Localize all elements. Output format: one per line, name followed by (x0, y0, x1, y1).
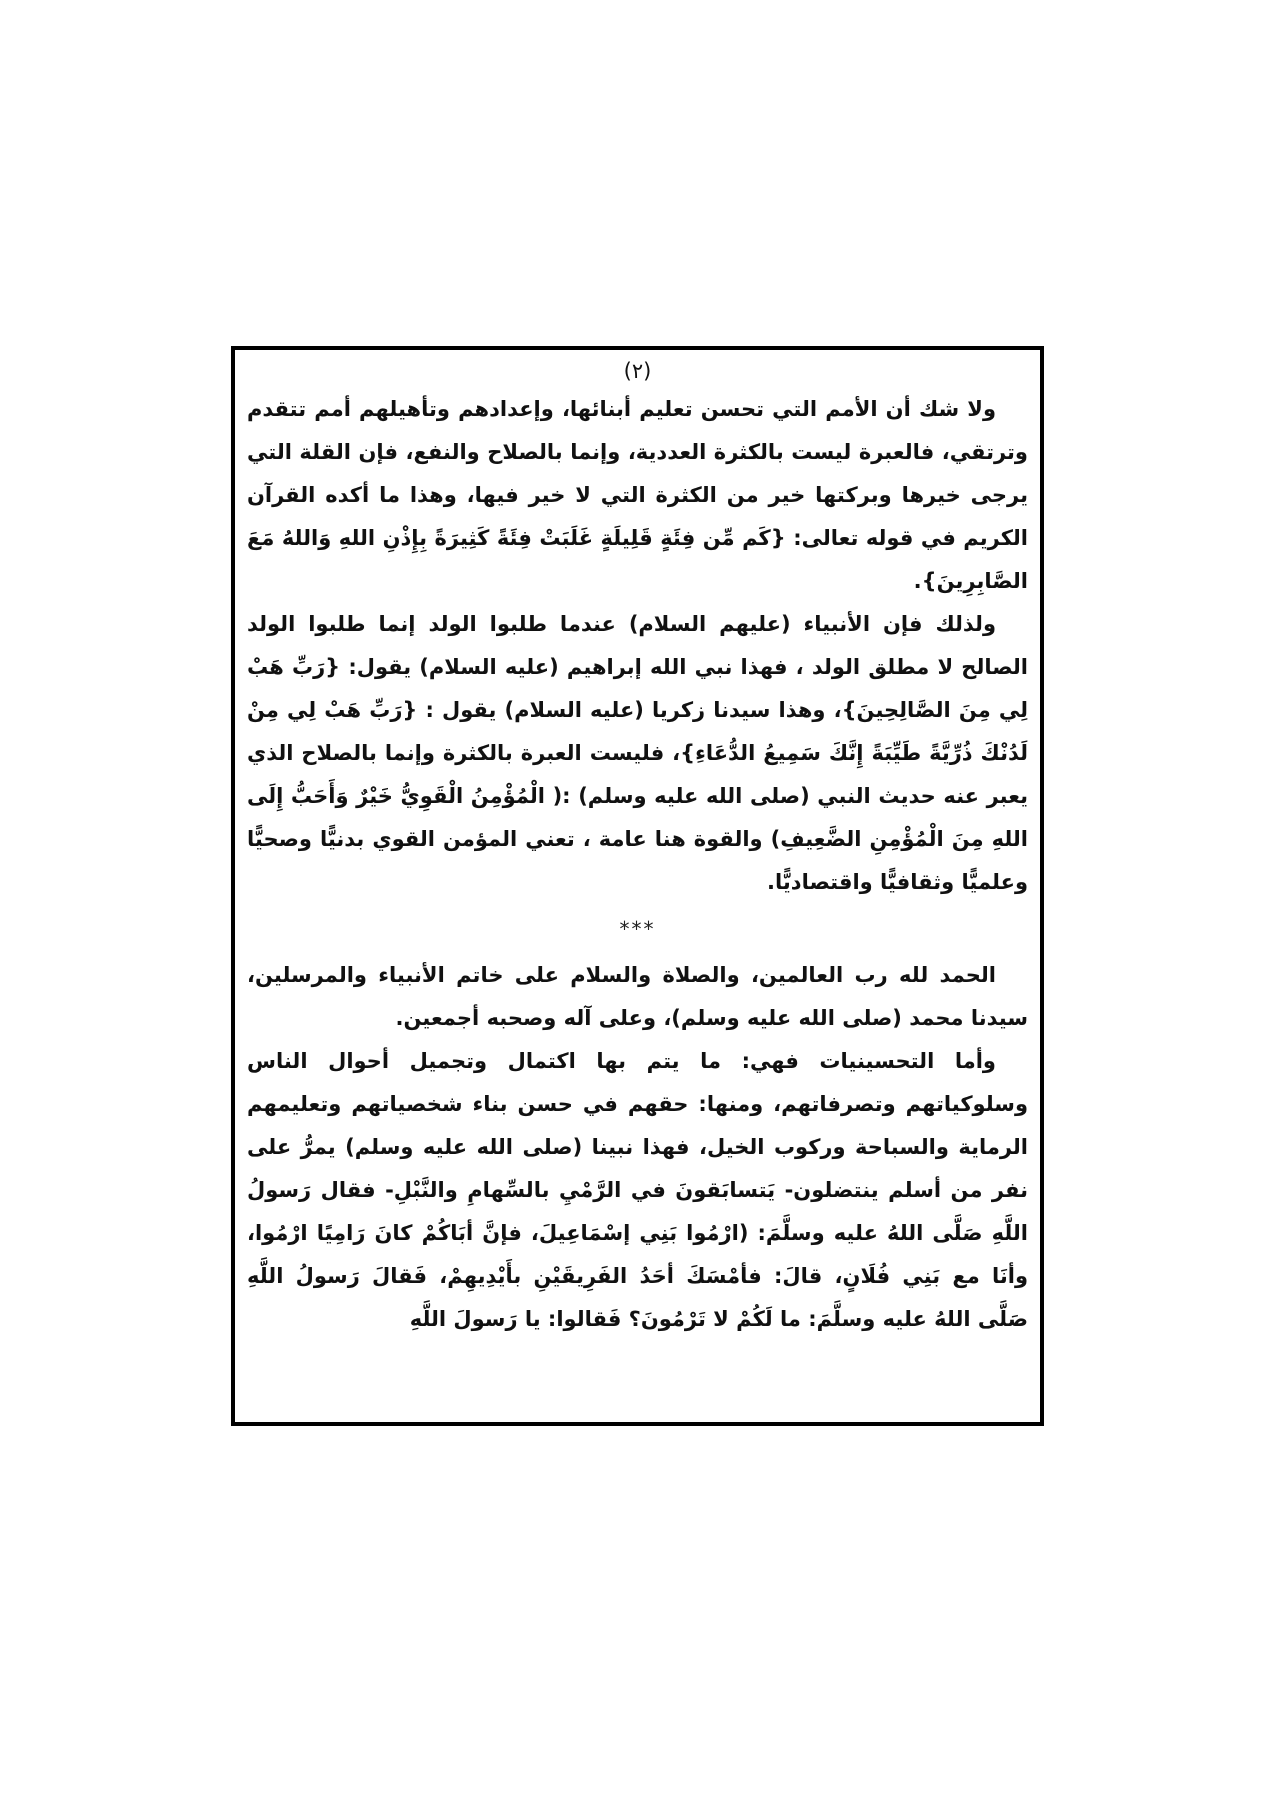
paragraph-opening-praise: الحمد لله رب العالمين، والصلاة والسلام على خاتم الأنبياء والمرسلين، سيدنا محمد (صلى الله عليه وسلم)، وعلى آله وصحبه أجمعين. (247, 963, 1028, 1030)
paragraph-prophets-righteous-child: ولذلك فإن الأنبياء (عليهم السلام) عندما طلبوا الولد إنما طلبوا الولد الصالح لا مطلق الولد ، فهذا نبي الله إبراهيم (عليه السلام) يقول: {رَبِّ هَبْ لِي مِنَ الصَّالِحِينَ}، وهذا سيدنا زكريا (عليه السلام) يقول : {رَبِّ هَبْ لِي مِنْ لَدُنْكَ ذُرِّيَّةً طَيِّبَةً إِنَّكَ سَمِيعُ الدُّعَاءِ}، فليست العبرة بالكثرة وإنما بالصلاح الذي يعبر عنه حديث النبي (صلى الله عليه وسلم) :( الْمُؤْمِنُ الْقَوِيُّ خَيْرٌ وَأَحَبُّ إِلَى اللهِ مِنَ الْمُؤْمِنِ الضَّعِيفِ) والقوة هنا عامة ، تعني المؤمن القوي بدنيًّا وصحيًّا وعلميًّا وثقافيًّا واقتصاديًّا. (247, 612, 1028, 894)
paragraph-nations-education: ولا شك أن الأمم التي تحسن تعليم أبنائها، وإعدادهم وتأهيلهم أمم تتقدم وترتقي، فالعبرة ليست بالكثرة العددية، وإنما بالصلاح والنفع، فإن القلة التي يرجى خيرها وبركتها خير من الكثرة التي لا خير فيها، وهذا ما أكده القرآن الكريم في قوله تعالى: {كَم مِّن فِئَةٍ قَلِيلَةٍ غَلَبَتْ فِئَةً كَثِيرَةً بِإِذْنِ اللهِ وَاللهُ مَعَ الصَّابِرِينَ}. (247, 397, 1028, 593)
page-number: (٢) (623, 359, 652, 383)
page-border-frame (231, 346, 1044, 1426)
section-separator: *** (619, 917, 656, 941)
paragraph-tahsiniyat: وأما التحسينيات فهي: ما يتم بها اكتمال وتجميل أحوال الناس وسلوكياتهم وتصرفاتهم، ومنها: حقهم في حسن بناء شخصياتهم وتعليمهم الرماية والسباحة وركوب الخيل، فهذا نبينا (صلى الله عليه وسلم) يمرُّ على نفر من أسلم ينتضلون- يَتسابَقونَ في الرَّمْيِ بالسِّهامِ والنَّبْلِ- فقال رَسولُ اللَّهِ صَلَّى اللهُ عليه وسلَّمَ: (ارْمُوا بَنِي إسْمَاعِيلَ، فإنَّ أبَاكُمْ كانَ رَامِيًا ارْمُوا، وأنَا مع بَنِي فُلَانٍ، قالَ: فأمْسَكَ أحَدُ الفَرِيقَيْنِ بأَيْدِيهِمْ، فَقالَ رَسولُ اللَّهِ صَلَّى اللهُ عليه وسلَّمَ: ما لَكُمْ لا تَرْمُونَ؟ فَقالوا: يا رَسولَ اللَّهِ (247, 1049, 1028, 1331)
